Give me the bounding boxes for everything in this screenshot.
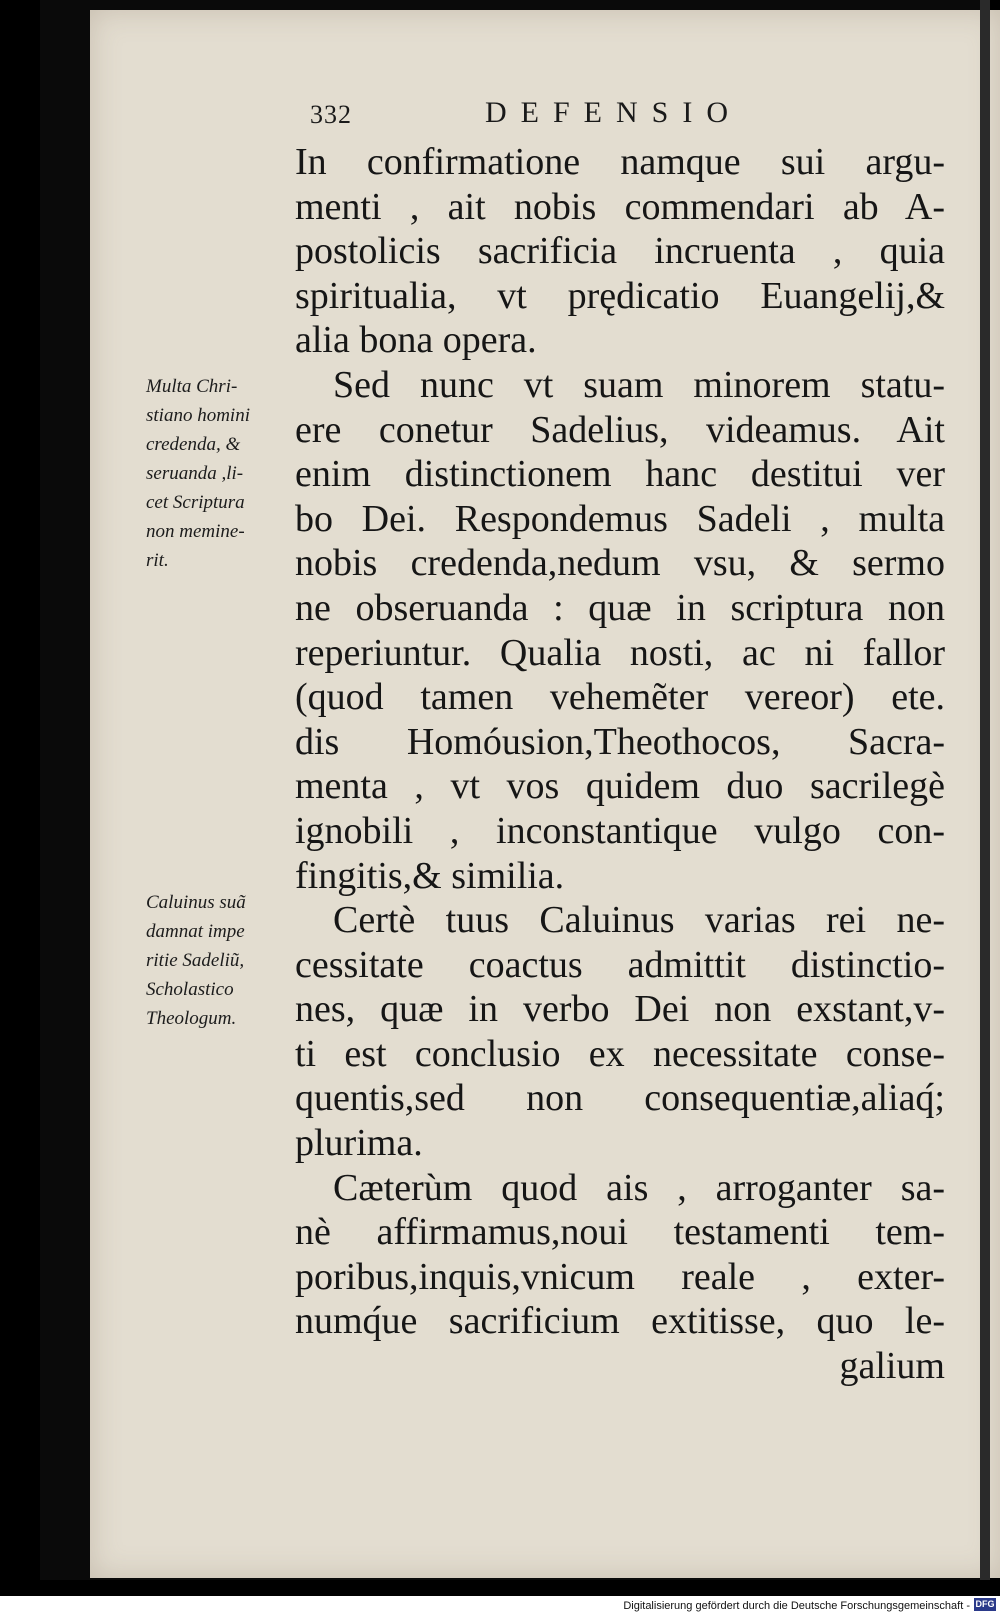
running-title: DEFENSIO (485, 96, 743, 129)
text-line: ere conetur Sadelius, videamus. Ait (295, 408, 945, 451)
text-line: enim distinctionem hanc destitui ver (295, 453, 945, 496)
text-line: numq́ue sacrificium extitisse, quo le- (295, 1300, 945, 1343)
text-line: ne obseruanda : quæ in scriptura non (295, 586, 945, 629)
text-line: bo Dei. Respondemus Sadeli , multa (295, 497, 945, 540)
text-line: Cæterùm quod ais , arroganter sa- (333, 1166, 945, 1209)
margin-note-line: stiano homini (146, 405, 250, 426)
margin-note-line: cet Scriptura (146, 492, 245, 513)
margin-note-line: damnat impe (146, 921, 245, 942)
margin-note-1 (146, 372, 296, 575)
margin-note-line: Theologum. (146, 1008, 237, 1029)
text-line: menti , ait nobis commendari ab A- (295, 185, 945, 228)
text-line: reperiuntur. Qualia nosti, ac ni fallor (295, 631, 945, 674)
margin-note-line: Multa Chri- (146, 376, 238, 397)
text-line: nè affirmamus,noui testamenti tem- (295, 1211, 945, 1254)
page-number: 332 (310, 100, 352, 129)
body-text (295, 140, 945, 1389)
margin-note-2 (146, 888, 296, 1033)
text-line: spiritualia, vt prędicatio Euangelij,& (295, 274, 945, 317)
page-edge (980, 0, 990, 1580)
text-line: cessitate coactus admittit distinctio- (295, 943, 945, 986)
margin-note-line: rit. (146, 550, 169, 571)
text-line: ti est conclusio ex necessitate conse- (295, 1032, 945, 1075)
text-line: ignobili , inconstantique vulgo con- (295, 809, 945, 852)
text-line: (quod tamen vehemẽter vereor) ete. (295, 676, 945, 719)
text-line: poribus,inquis,vnicum reale , exter- (295, 1255, 945, 1298)
margin-note-line: ritie Sadeliũ, (146, 950, 245, 971)
text-line: plurima. (295, 1122, 423, 1165)
margin-note-line: credenda, & (146, 434, 241, 455)
text-line: nes, quæ in verbo Dei non exstant,v- (295, 988, 945, 1031)
page-header (310, 96, 930, 136)
text-line: Certè tuus Caluinus varias rei ne- (333, 899, 945, 942)
text-line: nobis credenda,nedum vsu, & sermo (295, 542, 945, 585)
text-line: menta , vt vos quidem duo sacrilegè (295, 765, 945, 808)
margin-note-line: non memine- (146, 521, 245, 542)
text-line: In confirmatione namque sui argu- (295, 141, 945, 183)
margin-note-line: Caluinus suã (146, 892, 246, 913)
margin-note-line: Scholastico (146, 979, 234, 1000)
text-line: alia bona opera. (295, 319, 537, 362)
text-line: dis Homóusion,Theothocos, Sacra- (295, 720, 945, 763)
text-line: Sed nunc vt suam minorem statu- (333, 363, 945, 406)
text-line: postolicis sacrificia incruenta , quia (295, 230, 945, 273)
text-line: fingitis,& similia. (295, 854, 565, 897)
funding-credit: Digitalisierung gefördert durch die Deutsche Forschungsgemeinschaft - (623, 1600, 970, 1612)
text-line: quentis,sed non consequentiæ,aliaq́; (295, 1077, 945, 1120)
catchword: galium (839, 1345, 945, 1388)
margin-note-line: seruanda ,li- (146, 463, 244, 484)
dfg-logo-icon: DFG (975, 1599, 995, 1609)
